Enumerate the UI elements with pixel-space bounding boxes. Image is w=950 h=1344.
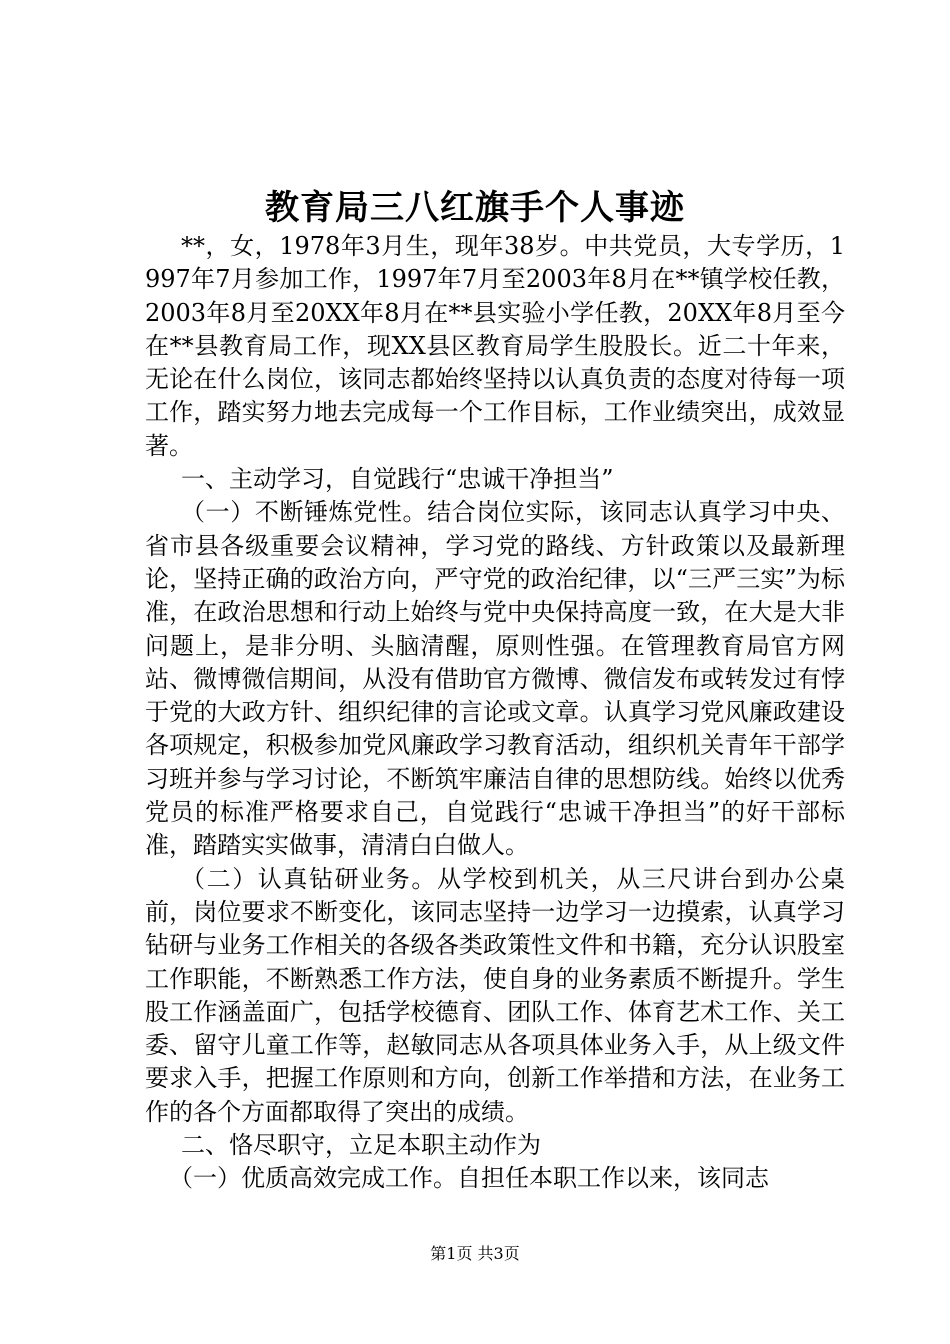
paragraph-2-1: （一）优质高效完成工作。自担任本职工作以来，该同志 — [169, 1164, 769, 1193]
document-body — [145, 230, 845, 1196]
page-footer: 第1页 共3页 — [430, 1244, 520, 1263]
section-heading-2: 二、恪尽职守，立足本职主动作为 — [181, 1131, 541, 1160]
paragraph-1-2: （二）认真钻研业务。从学校到机关，从三尺讲台到办公桌前，岗位要求不断变化，该同志坚持一边学习一边摸索，认真学习钻研与业务工作相关的各级各类政策性文件和书籍，充分认识股室工作职能，不断熟悉工作方法，使自身的业务素质不断提升。学生股工作涵盖面广，包括学校德育、团队工作、体育艺术工作、关工委、留守儿童工作等，赵敏同志从各项具体业务入手，从上级文件要求入手，把握工作原则和方向，创新工作举措和方法，在业务工作的各个方面都取得了突出的成绩。 — [145, 864, 845, 1126]
paragraph-intro: **，女，1978年3月生，现年38岁。中共党员，大专学历，1997年7月参加工作，1997年7月至2003年8月在**镇学校任教，2003年8月至20XX年8月在**县实验小学任教，20XX年8月至今在**县教育局工作，现XX县区教育局学生股股长。近二十年来，无论在什么岗位，该同志都始终坚持以认真负责的态度对待每一项工作，踏实努力地去完成每一个工作目标，工作业绩突出，成效显著。 — [145, 232, 845, 460]
section-heading-1: 一、主动学习，自觉践行“忠诚干净担当” — [181, 465, 614, 494]
document-title: 教育局三八红旗手个人事迹 — [265, 188, 685, 228]
paragraph-1-1: （一）不断锤炼党性。结合岗位实际，该同志认真学习中央、省市县各级重要会议精神，学习党的路线、方针政策以及最新理论，坚持正确的政治方向，严守党的政治纪律，以“三严三实”为标准，在政治思想和行动上始终与党中央保持高度一致，在大是大非问题上，是非分明、头脑清醒，原则性强。在管理教育局官方网站、微博微信期间，从没有借助官方微博、微信发布或转发过有悖于党的大政方针、组织纪律的言论或文章。认真学习党风廉政建设各项规定，积极参加党风廉政学习教育活动，组织机关青年干部学习班并参与学习讨论，不断筑牢廉洁自律的思想防线。始终以优秀党员的标准严格要求自己，自觉践行“忠诚干净担当”的好干部标准，踏踏实实做事，清清白白做人。 — [145, 498, 845, 860]
